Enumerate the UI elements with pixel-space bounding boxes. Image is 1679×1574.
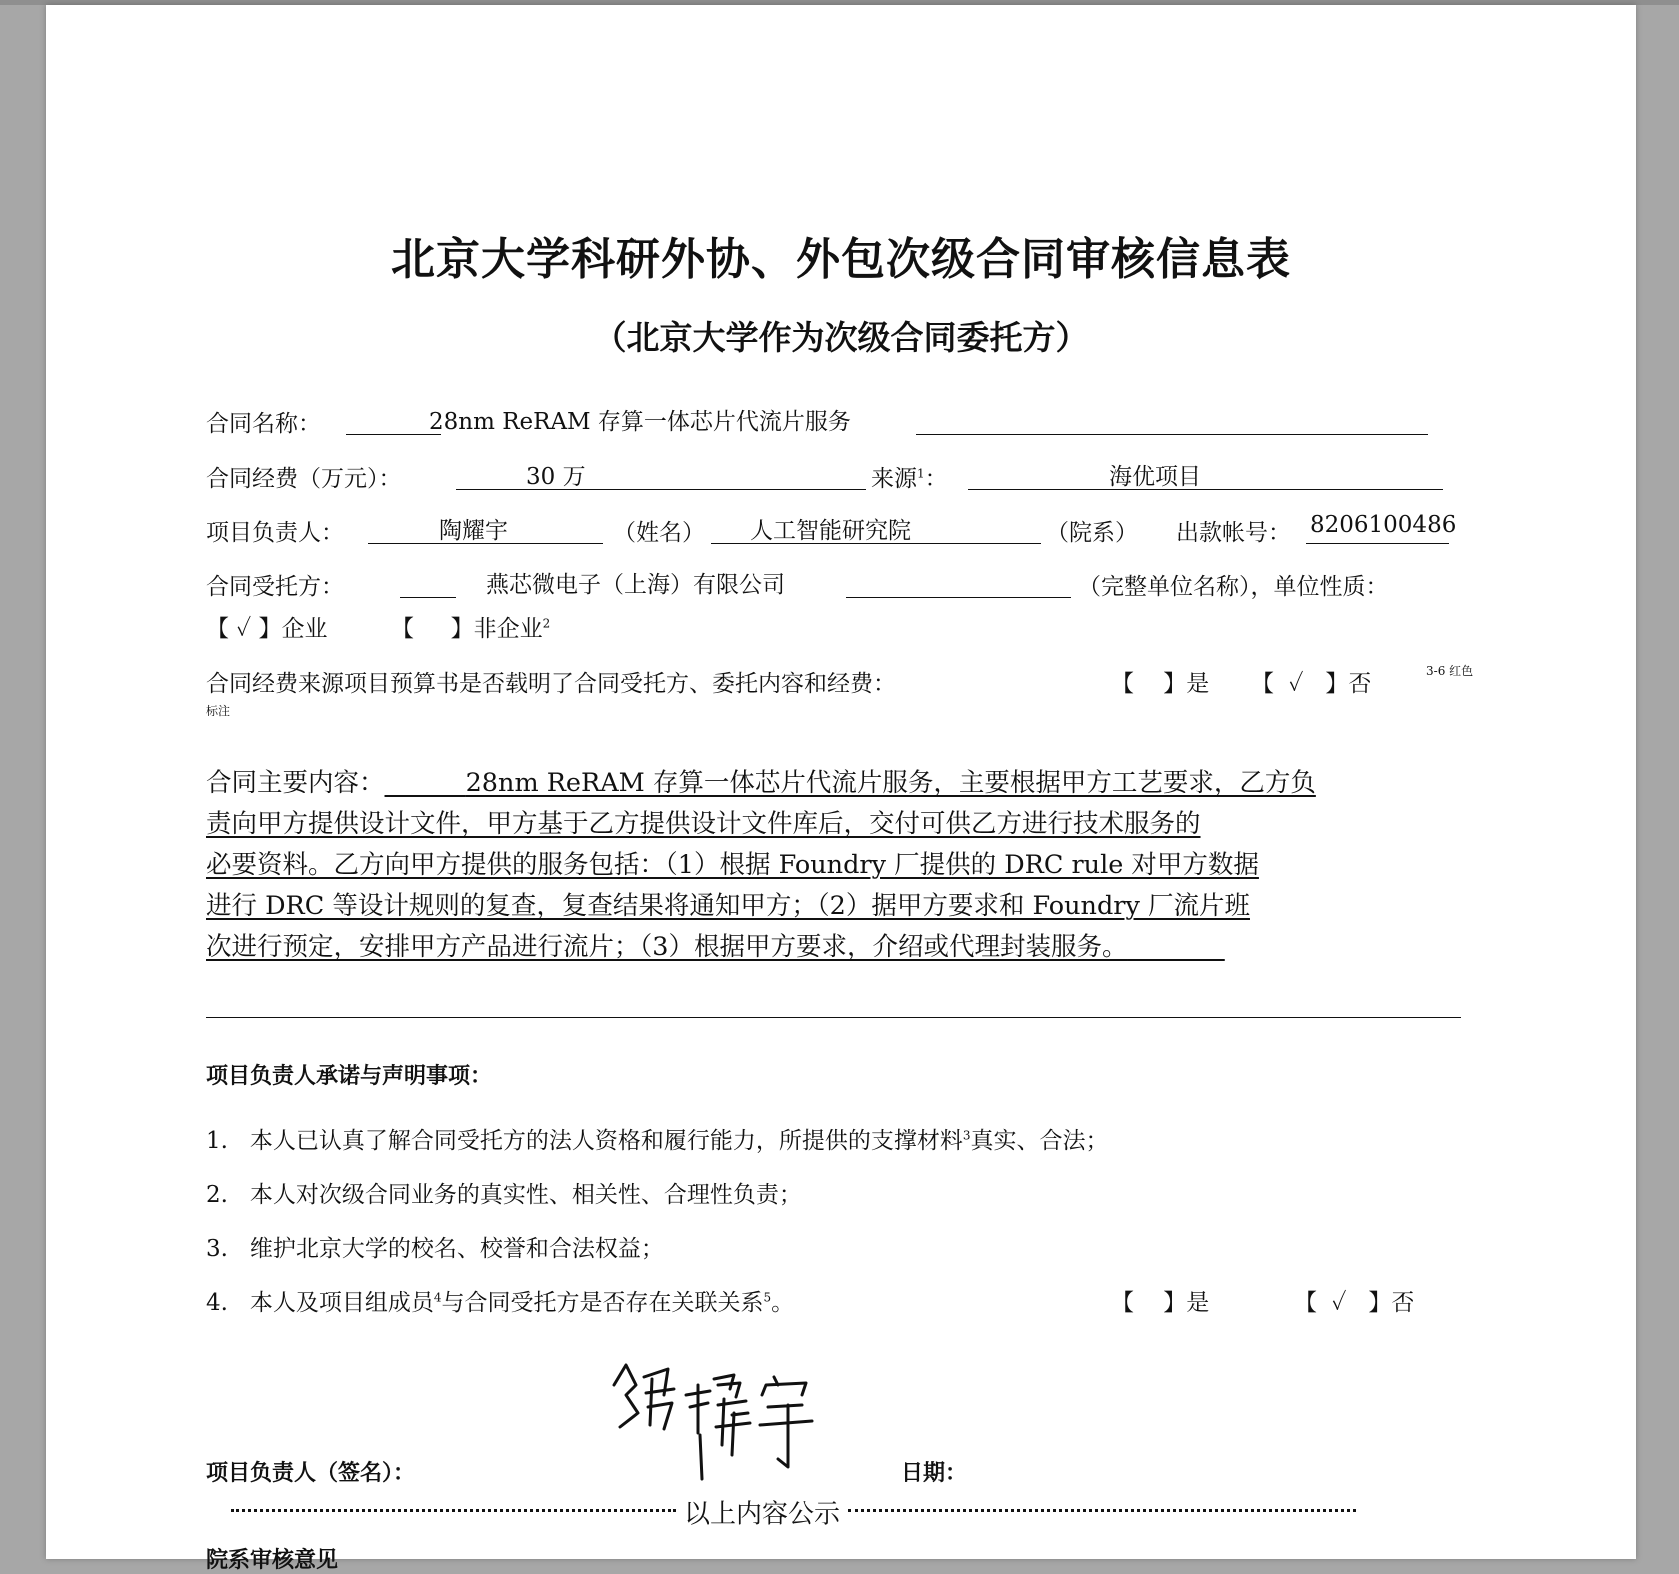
budget-footnote: 3-6 红色	[1426, 664, 1474, 678]
document-page	[46, 5, 1636, 1573]
nonenterprise-checkbox[interactable]: 【 】非企业$^2$	[391, 616, 551, 642]
content-end-line	[206, 1017, 1461, 1018]
source-label: 来源$^1$：	[871, 466, 948, 492]
content-line-5: 次进行预定，安排甲方产品进行流片；（3）根据甲方要求，介绍或代理封装服务。	[206, 932, 1128, 962]
contract-name-label: 合同名称：	[206, 411, 321, 437]
budget-no-checkbox[interactable]: 【 ✓ 】否	[1251, 671, 1372, 697]
handwritten-signature	[606, 1355, 836, 1485]
account-value: 8206100486	[1310, 512, 1457, 538]
fee-label: 合同经费（万元）：	[206, 466, 402, 492]
contract-name-tail-line	[916, 406, 1428, 435]
next-section-heading: 院系审核意见	[206, 1548, 339, 1573]
check-mark-icon: ✓	[236, 616, 252, 642]
budget-footnote-cont: 标注	[206, 704, 231, 718]
check-mark-icon: ✓	[1288, 671, 1304, 697]
leader-value: 陶耀宇	[439, 518, 508, 544]
content-line-4: 进行 DRC 等设计规则的复查，复查结果将通知甲方；（2）据甲方要求和 Foundry 厂流片班	[206, 891, 1250, 921]
budget-yes-checkbox[interactable]: 【 】是	[1111, 671, 1210, 697]
trustee-lead-line	[400, 569, 456, 598]
signature-label: 项目负责人（签名）：	[206, 1461, 416, 1486]
relation-no-checkbox[interactable]: 【 ✓ 】否	[1294, 1290, 1415, 1316]
date-label: 日期：	[901, 1461, 968, 1486]
page-subtitle: （北京大学作为次级合同委托方）	[593, 318, 1089, 357]
content-label: 合同主要内容：	[206, 768, 385, 798]
trustee-hint: （完整单位名称），单位性质：	[1078, 574, 1389, 600]
account-label: 出款帐号：	[1176, 520, 1291, 546]
contract-name-lead-line	[346, 406, 441, 435]
budget-question: 合同经费来源项目预算书是否载明了合同受托方、委托内容和经费：	[206, 671, 896, 697]
leader-label: 项目负责人：	[206, 520, 344, 546]
content-line-1: 28nm ReRAM 存算一体芯片代流片服务，主要根据甲方工艺要求，乙方负	[465, 768, 1316, 798]
commitment-item-1: 1. 本人已认真了解合同受托方的法人资格和履行能力，所提供的支撑材料$^3$真实、合法；	[206, 1128, 1109, 1154]
source-line	[968, 461, 1443, 490]
page-title: 北京大学科研外协、外包次级合同审核信息表	[391, 234, 1291, 285]
notice-dots-right	[848, 1509, 1356, 1512]
trustee-tail-line	[846, 569, 1071, 598]
dept-hint: （院系）	[1046, 520, 1138, 546]
fee-line	[456, 461, 866, 490]
commitment-item-2: 2. 本人对次级合同业务的真实性、相关性、合理性负责；	[206, 1182, 802, 1208]
name-hint: （姓名）	[613, 520, 705, 546]
content-line-2: 责向甲方提供设计文件，甲方基于乙方提供设计文件库后，交付可供乙方进行技术服务的	[206, 809, 1201, 839]
commitments-heading: 项目负责人承诺与声明事项：	[206, 1064, 493, 1089]
notice-dots-left	[231, 1509, 676, 1512]
trustee-value: 燕芯微电子（上海）有限公司	[486, 572, 785, 598]
source-value: 海优项目	[1109, 464, 1201, 490]
relation-yes-checkbox[interactable]: 【 】是	[1111, 1290, 1210, 1316]
commitment-item-4: 4. 本人及项目组成员$^4$与合同受托方是否存在关联关系$^5$。	[206, 1290, 795, 1316]
public-notice-text: 以上内容公示	[684, 1499, 841, 1530]
content-line-3: 必要资料。乙方向甲方提供的服务包括：（1）根据 Foundry 厂提供的 DRC rule 对甲方数据	[206, 850, 1259, 880]
check-mark-icon: ✓	[1331, 1290, 1347, 1316]
dept-value: 人工智能研究院	[750, 518, 911, 544]
contract-content	[206, 763, 1461, 968]
contract-name-value: 28nm ReRAM 存算一体芯片代流片服务	[429, 409, 851, 435]
commitment-item-3: 3. 维护北京大学的校名、校誉和合法权益；	[206, 1236, 664, 1262]
fee-value: 30 万	[526, 464, 586, 490]
trustee-label: 合同受托方：	[206, 574, 344, 600]
enterprise-checkbox[interactable]: 【 ✓ 】企业	[206, 616, 328, 642]
